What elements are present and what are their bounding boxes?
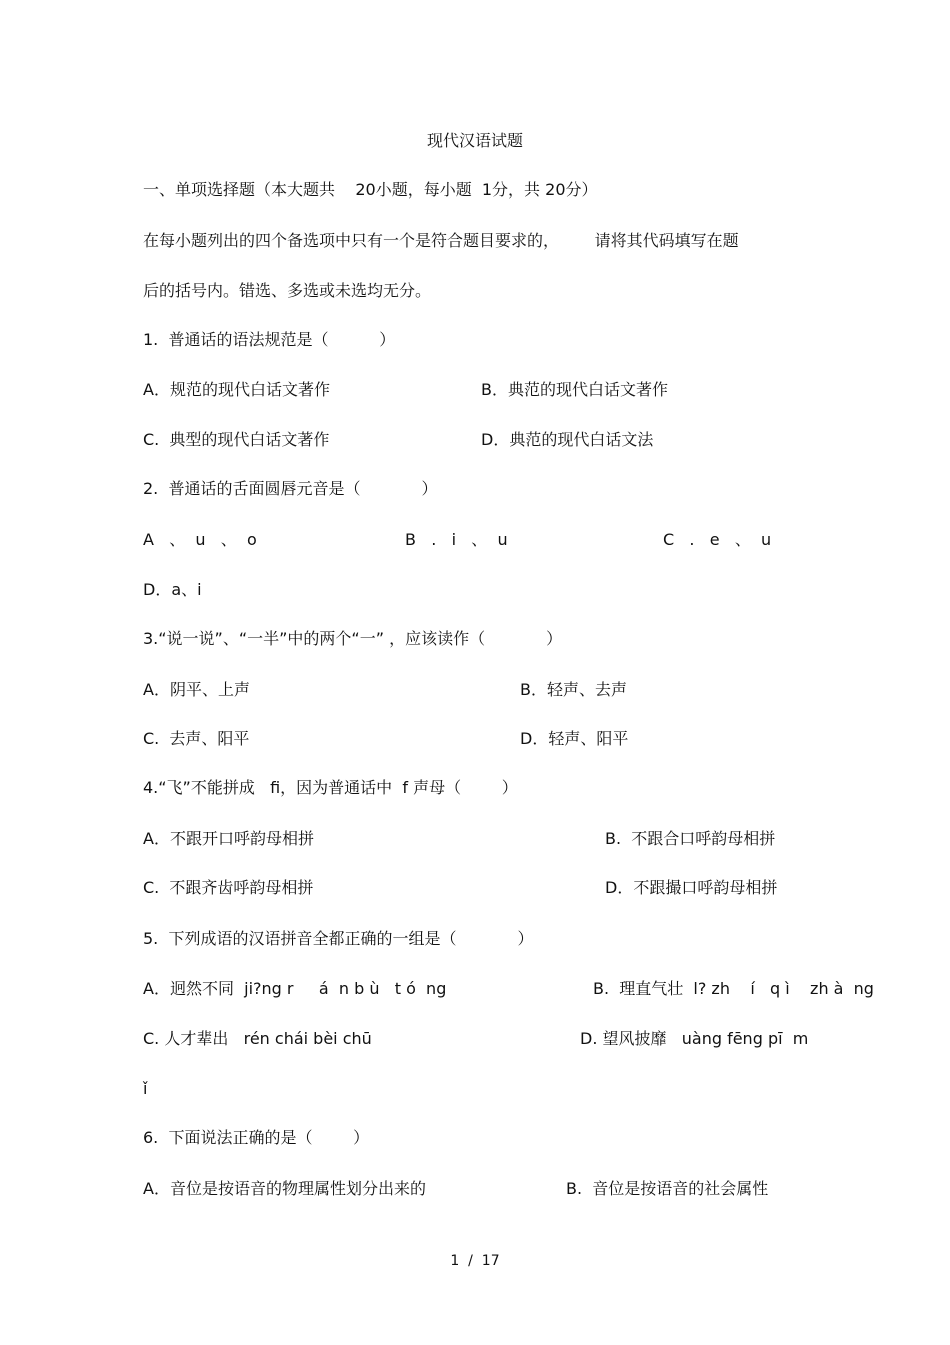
page-title: 现代汉语试题	[426, 131, 523, 150]
question-5-option-d: D. 望风披靡 uàng fēng pī m	[580, 1029, 809, 1048]
question-4-stem: 4.“飞”不能拼成 fi，因为普通话中 f 声母（ ）	[143, 778, 518, 797]
question-2-stem: 2. 普通话的舌面圆唇元音是（ ）	[143, 479, 438, 498]
question-5-option-b: B. 理直气壮 l? zh í q ì zh à ng	[593, 979, 874, 998]
instruction-line-1: 在每小题列出的四个备选项中只有一个是符合题目要求的， 请将其代码填写在题	[143, 231, 739, 250]
question-5-option-c: C. 人才辈出 rén chái bèi chū	[143, 1029, 372, 1048]
page-number: 1 / 17	[450, 1253, 500, 1269]
question-3-option-b: B．轻声、去声	[520, 680, 627, 699]
question-4-option-a: A．不跟开口呼韵母相拼	[143, 829, 314, 848]
question-1-option-b: B．典范的现代白话文著作	[481, 380, 668, 399]
question-3-option-d: D．轻声、阳平	[520, 729, 629, 748]
question-1-option-a: A．规范的现代白话文著作	[143, 380, 330, 399]
instruction-line-2: 后的括号内。错选、多选或未选均无分。	[143, 281, 432, 300]
question-1-option-d: D．典范的现代白话文法	[481, 430, 654, 449]
question-4-option-c: C. 不跟齐齿呼韵母相拼	[143, 878, 314, 897]
question-1-option-c: C. 典型的现代白话文著作	[143, 430, 330, 449]
question-4-option-b: B. 不跟合口呼韵母相拼	[605, 829, 776, 848]
question-5-option-a: A．迥然不同 ji?ng r á n b ù t ó ng	[143, 979, 447, 998]
question-2-option-b: B . i 、 u	[405, 530, 508, 549]
question-3-option-c: C. 去声、阳平	[143, 729, 250, 748]
section-heading: 一、单项选择题（本大题共 20小题，每小题 1分，共 20分）	[143, 180, 598, 199]
question-6-option-a: A．音位是按语音的物理属性划分出来的	[143, 1179, 426, 1198]
question-3-option-a: A．阴平、上声	[143, 680, 250, 699]
question-6-option-b: B. 音位是按语音的社会属性	[566, 1179, 769, 1198]
question-4-option-d: D．不跟撮口呼韵母相拼	[605, 878, 778, 897]
question-2-option-d: D．a、i	[143, 580, 202, 599]
question-6-stem: 6. 下面说法正确的是（ ）	[143, 1128, 370, 1147]
question-5-stem: 5. 下列成语的汉语拼音全都正确的一组是（ ）	[143, 929, 534, 948]
question-2-option-c: C . e 、 u	[663, 530, 772, 549]
question-1-stem: 1. 普通话的语法规范是（ ）	[143, 330, 396, 349]
question-3-stem: 3.“说一说”、“一半”中的两个“一” ，应该读作（ ）	[143, 629, 563, 648]
question-5-option-d-continued: ǐ	[143, 1079, 148, 1098]
question-2-option-a: A 、 u 、 o	[143, 530, 257, 549]
